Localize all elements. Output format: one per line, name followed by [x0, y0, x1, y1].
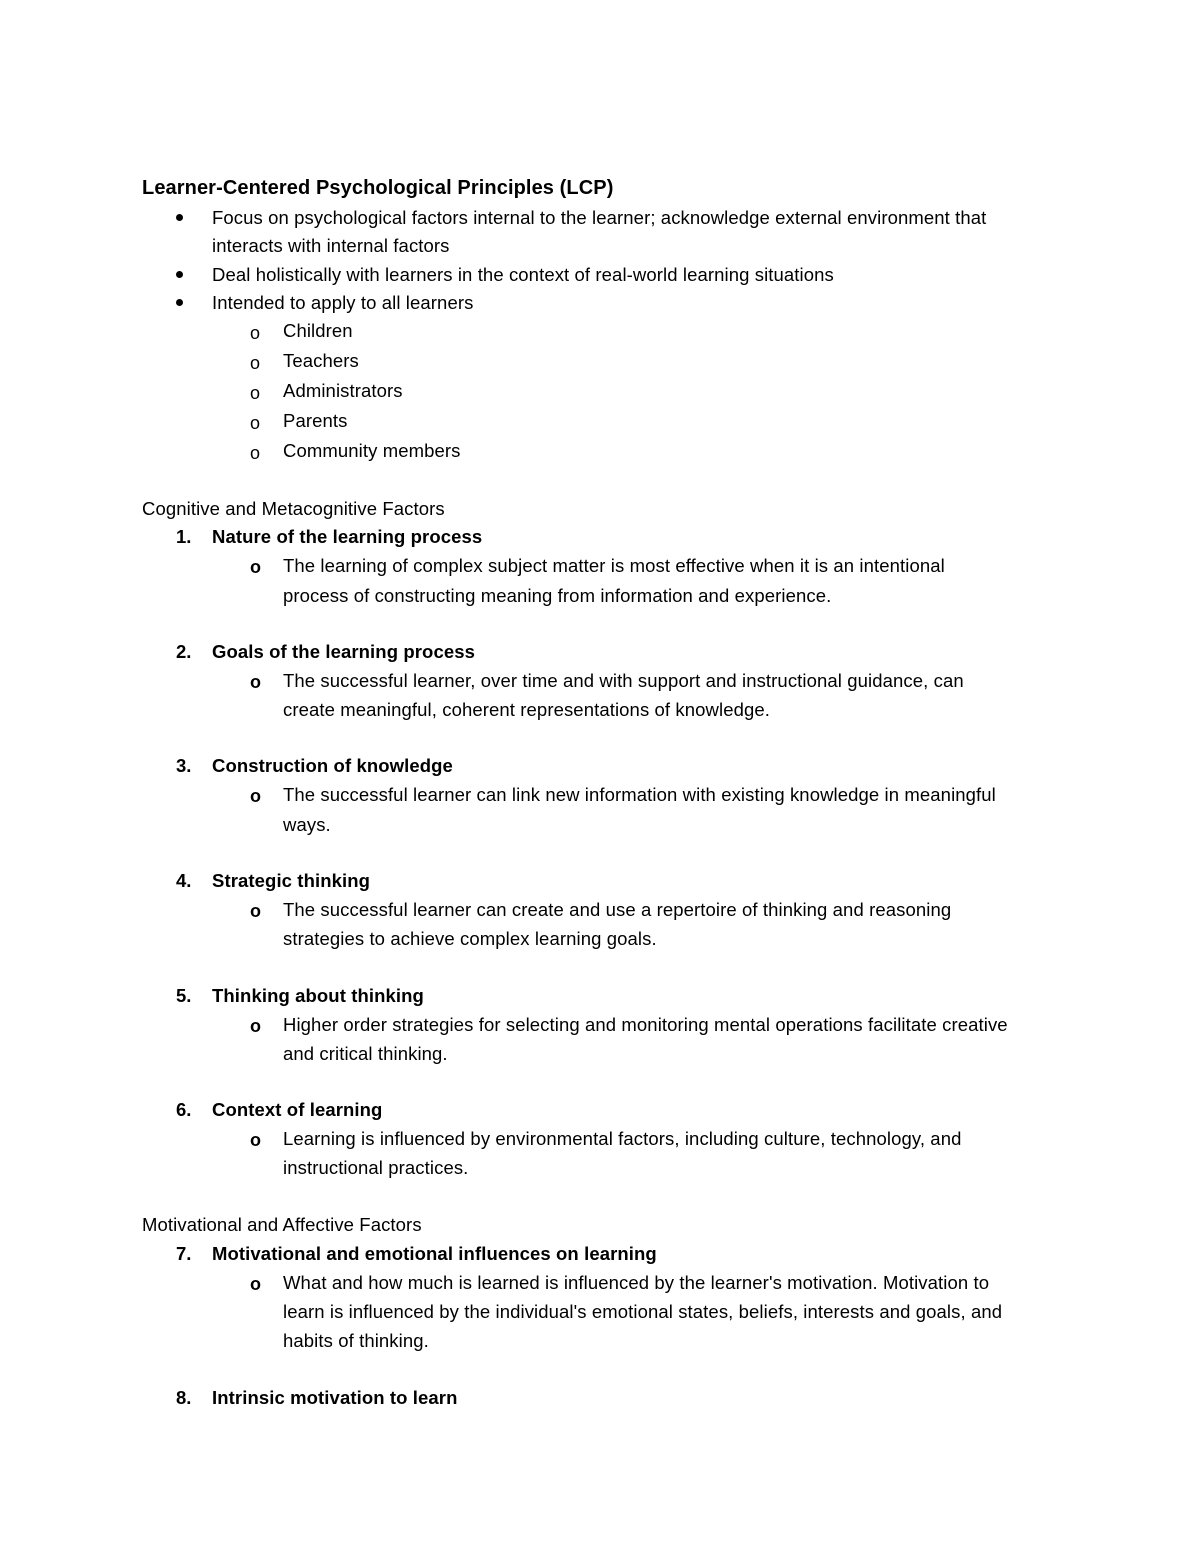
principle-number: 4. — [176, 870, 192, 891]
circle-bullet-icon: o — [250, 413, 261, 433]
principle-title: Motivational and emotional influences on learning — [212, 1243, 657, 1264]
section-heading: Motivational and Affective Factors — [142, 1214, 422, 1235]
principle-number: 7. — [176, 1243, 192, 1264]
circle-bullet-icon: o — [250, 443, 261, 463]
intro-bullet-line: interacts with internal factors — [212, 235, 450, 256]
principle-text-line: The successful learner can create and use a repertoire of thinking and reasoning — [283, 899, 952, 920]
circle-bullet-icon: o — [250, 786, 261, 806]
principle-title: Context of learning — [212, 1099, 383, 1120]
principle-number: 5. — [176, 985, 192, 1006]
circle-bullet-icon: o — [250, 1130, 261, 1150]
principle-text-line: process of constructing meaning from information and experience. — [283, 585, 832, 606]
circle-bullet-icon: o — [250, 323, 261, 343]
bullet-icon — [176, 214, 183, 221]
principle-text-line: instructional practices. — [283, 1157, 469, 1178]
principle-title: Strategic thinking — [212, 870, 371, 891]
section-heading: Cognitive and Metacognitive Factors — [142, 498, 445, 519]
circle-bullet-icon: o — [250, 672, 261, 692]
principle-text-line: The learning of complex subject matter is most effective when it is an intentional — [283, 555, 945, 576]
principle-text-line: What and how much is learned is influenced by the learner's motivation. Motivation to — [283, 1272, 990, 1293]
principle-text-line: and critical thinking. — [283, 1043, 448, 1064]
principle-text-line: The successful learner, over time and with support and instructional guidance, can — [283, 670, 964, 691]
principle-number: 8. — [176, 1387, 192, 1408]
learner-item: Children — [283, 320, 353, 341]
circle-bullet-icon: o — [250, 1274, 261, 1294]
document-title: Learner-Centered Psychological Principles (LCP) — [142, 177, 614, 199]
principle-title: Thinking about thinking — [212, 985, 424, 1006]
principle-text-line: The successful learner can link new information with existing knowledge in meaningful — [283, 784, 996, 805]
principle-number: 2. — [176, 641, 192, 662]
circle-bullet-icon: o — [250, 1016, 261, 1036]
learner-item: Community members — [283, 440, 461, 461]
circle-bullet-icon: o — [250, 353, 261, 373]
principle-text-line: strategies to achieve complex learning goals. — [283, 928, 657, 949]
principle-number: 3. — [176, 755, 192, 776]
principle-title: Goals of the learning process — [212, 641, 475, 662]
learner-item: Administrators — [283, 380, 403, 401]
principle-number: 6. — [176, 1099, 192, 1120]
circle-bullet-icon: o — [250, 557, 261, 577]
learner-item: Parents — [283, 410, 348, 431]
bullet-icon — [176, 271, 183, 278]
circle-bullet-icon: o — [250, 383, 261, 403]
intro-bullet-line: Focus on psychological factors internal to the learner; acknowledge external environment that — [212, 207, 987, 228]
principle-text-line: Learning is influenced by environmental factors, including culture, technology, and — [283, 1128, 962, 1149]
circle-bullet-icon: o — [250, 901, 261, 921]
principle-text-line: learn is influenced by the individual's emotional states, beliefs, interests and goals, and — [283, 1301, 1003, 1322]
intro-bullet-line: Intended to apply to all learners — [212, 292, 474, 313]
intro-bullet-line: Deal holistically with learners in the context of real-world learning situations — [212, 264, 834, 285]
principle-text-line: create meaningful, coherent representations of knowledge. — [283, 699, 770, 720]
principle-text-line: habits of thinking. — [283, 1330, 429, 1351]
learner-item: Teachers — [283, 350, 359, 371]
principle-text-line: ways. — [283, 814, 331, 835]
principle-title: Intrinsic motivation to learn — [212, 1387, 458, 1408]
principle-title: Nature of the learning process — [212, 526, 483, 547]
bullet-icon — [176, 299, 183, 306]
principle-title: Construction of knowledge — [212, 755, 453, 776]
principle-number: 1. — [176, 526, 192, 547]
principle-text-line: Higher order strategies for selecting and monitoring mental operations facilitate creative — [283, 1014, 1008, 1035]
